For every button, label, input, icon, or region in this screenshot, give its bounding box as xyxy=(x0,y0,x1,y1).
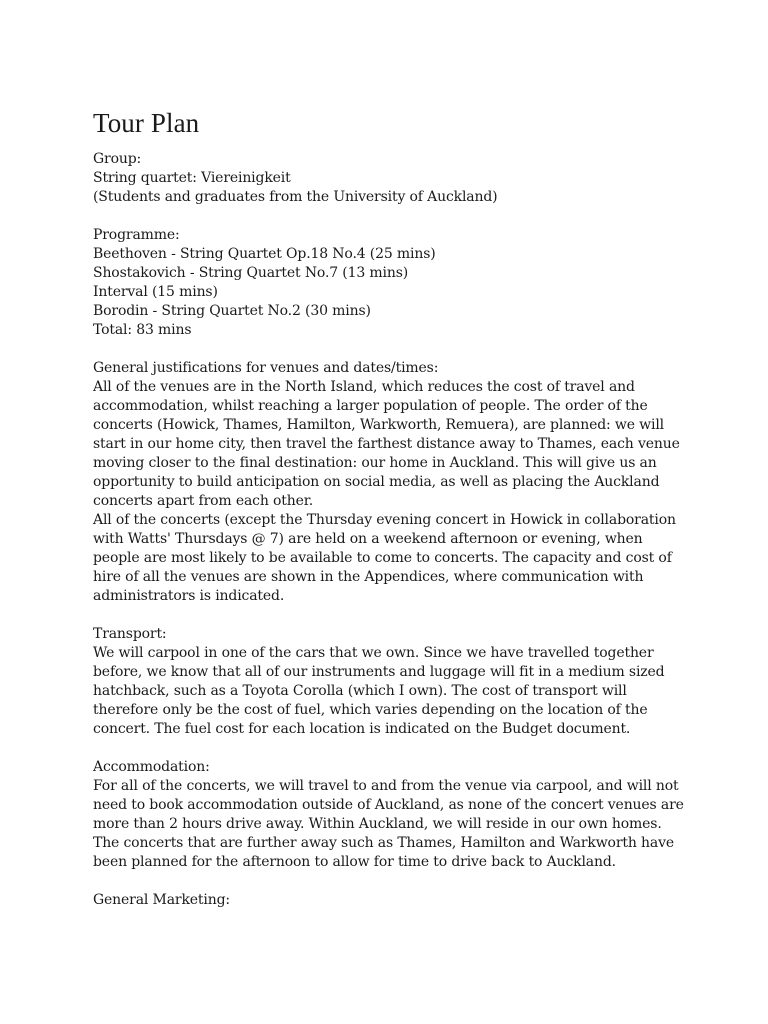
justifications-line: moving closer to the final destination: our home in Auckland. This will give us an xyxy=(93,455,657,471)
marketing-section xyxy=(93,891,683,910)
accommodation-line: The concerts that are further away such as Thames, Hamilton and Warkworth have xyxy=(93,835,674,851)
marketing-heading: General Marketing: xyxy=(93,892,230,908)
programme-line: Borodin - String Quartet No.2 (30 mins) xyxy=(93,303,371,319)
programme-heading: Programme: xyxy=(93,227,180,243)
justifications-line: All of the venues are in the North Island, which reduces the cost of travel and xyxy=(93,379,635,395)
programme-line: Shostakovich - String Quartet No.7 (13 mins) xyxy=(93,265,409,281)
justifications-line: administrators is indicated. xyxy=(93,588,285,604)
programme-total: Total: 83 mins xyxy=(93,322,192,338)
justifications-line: All of the concerts (except the Thursday evening concert in Howick in collaboration xyxy=(93,512,676,528)
justifications-line: with Watts' Thursdays @ 7) are held on a weekend afternoon or evening, when xyxy=(93,531,643,547)
programme-section xyxy=(93,226,683,340)
transport-line: We will carpool in one of the cars that we own. Since we have travelled together xyxy=(93,645,654,661)
document-title: Tour Plan xyxy=(93,108,200,138)
justifications-line: start in our home city, then travel the farthest distance away to Thames, each venue xyxy=(93,436,680,452)
justifications-line: concerts apart from each other. xyxy=(93,493,314,509)
accommodation-line: need to book accommodation outside of Auckland, as none of the concert venues are xyxy=(93,797,684,813)
justifications-section xyxy=(93,359,683,606)
group-line: (Students and graduates from the University of Auckland) xyxy=(93,189,498,205)
accommodation-line: been planned for the afternoon to allow for time to drive back to Auckland. xyxy=(93,854,616,870)
transport-line: therefore only be the cost of fuel, which varies depending on the location of the xyxy=(93,702,648,718)
accommodation-line: more than 2 hours drive away. Within Auckland, we will reside in our own homes. xyxy=(93,816,662,832)
group-section xyxy=(93,150,683,207)
transport-section xyxy=(93,625,683,739)
transport-line: concert. The fuel cost for each location is indicated on the Budget document. xyxy=(93,721,631,737)
group-line: String quartet: Viereinigkeit xyxy=(93,170,291,186)
group-heading: Group: xyxy=(93,151,142,167)
justifications-heading: General justifications for venues and dates/times: xyxy=(93,360,439,376)
justifications-line: accommodation, whilst reaching a larger population of people. The order of the xyxy=(93,398,648,414)
justifications-line: opportunity to build anticipation on social media, as well as placing the Auckland xyxy=(93,474,660,490)
transport-line: hatchback, such as a Toyota Corolla (which I own). The cost of transport will xyxy=(93,683,627,699)
document-page xyxy=(93,106,683,929)
transport-line: before, we know that all of our instruments and luggage will fit in a medium sized xyxy=(93,664,665,680)
accommodation-heading: Accommodation: xyxy=(93,759,210,775)
programme-line: Beethoven - String Quartet Op.18 No.4 (25 mins) xyxy=(93,246,436,262)
programme-line: Interval (15 mins) xyxy=(93,284,218,300)
justifications-line: hire of all the venues are shown in the Appendices, where communication with xyxy=(93,569,644,585)
accommodation-section xyxy=(93,758,683,872)
justifications-line: people are most likely to be available to come to concerts. The capacity and cost of xyxy=(93,550,672,566)
accommodation-line: For all of the concerts, we will travel to and from the venue via carpool, and will not xyxy=(93,778,679,794)
transport-heading: Transport: xyxy=(93,626,167,642)
justifications-line: concerts (Howick, Thames, Hamilton, Warkworth, Remuera), are planned: we will xyxy=(93,417,664,433)
